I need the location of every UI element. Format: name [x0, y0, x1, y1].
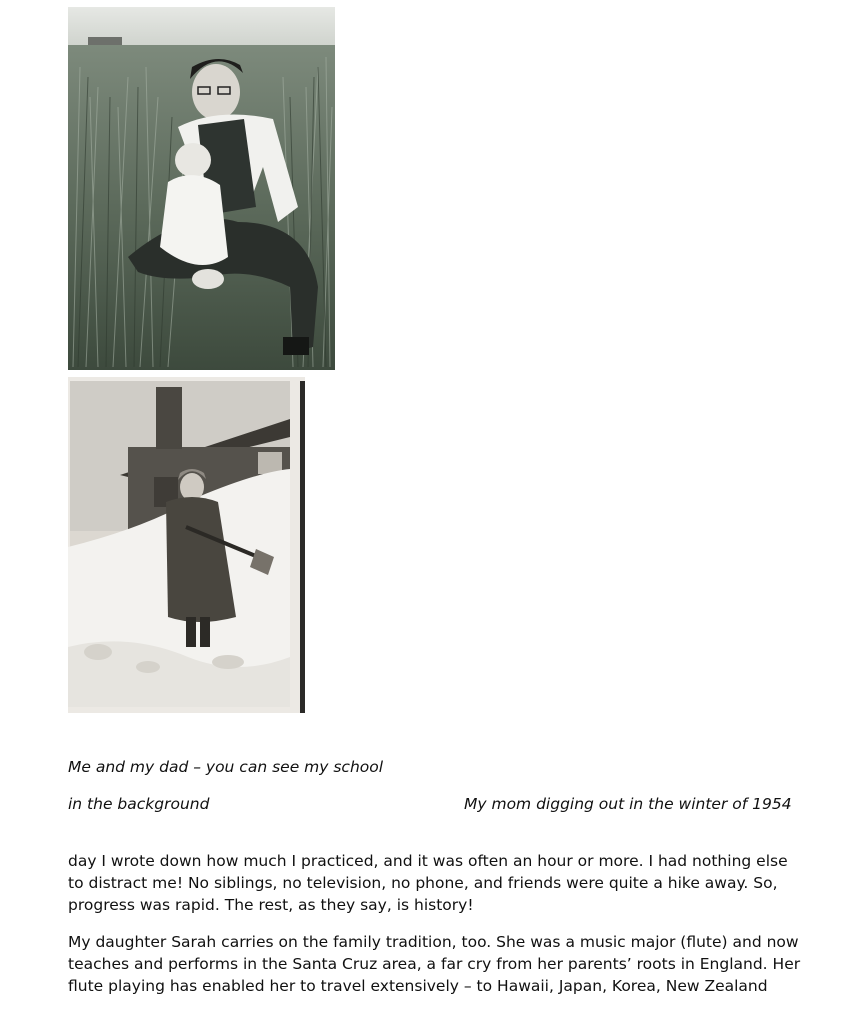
photo-mom-digging-snow: [68, 377, 305, 713]
paragraph-line: flute playing has enabled her to travel extensively – to Hawaii, Japan, Korea, New Zealand: [68, 977, 768, 995]
caption-dad-line2: in the background: [68, 795, 210, 813]
paragraph-line: day I wrote down how much I practiced, and it was often an hour or more. I had nothing else: [68, 852, 788, 870]
paragraph-line: My daughter Sarah carries on the family tradition, too. She was a music major (flute) and now: [68, 933, 799, 951]
paragraph-line: progress was rapid. The rest, as they say, is history!: [68, 896, 474, 914]
paragraph-line: to distract me! No siblings, no television, no phone, and friends were quite a hike away. So,: [68, 874, 778, 892]
paragraph-line: teaches and performs in the Santa Cruz area, a far cry from her parents’ roots in England. Her: [68, 955, 801, 973]
photo-dad-and-baby: [68, 7, 335, 370]
paragraph-daughter: [68, 931, 828, 997]
caption-dad-line1: Me and my dad – you can see my school: [68, 758, 384, 776]
caption-mom: My mom digging out in the winter of 1954: [464, 795, 792, 813]
paragraph-practice: [68, 850, 828, 916]
